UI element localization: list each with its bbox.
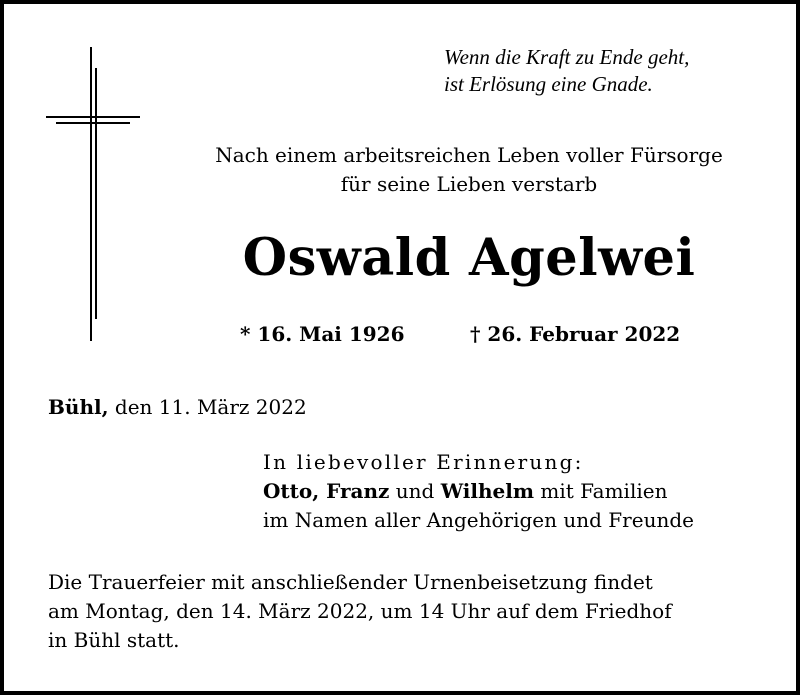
mourners-heading: In liebevoller Erinnerung: [263, 450, 584, 474]
place-date [48, 393, 307, 421]
intro-text [164, 141, 774, 199]
mourner-conjunction: und [389, 479, 441, 503]
intro-line-2: für seine Lieben verstarb [340, 172, 598, 196]
place-name: Bühl, [48, 395, 109, 419]
quote-line-2: ist Erlösung eine Gnade. [444, 72, 653, 96]
death-date: † 26. Februar 2022 [470, 322, 681, 346]
mourners-names [263, 477, 783, 506]
funeral-line-2: am Montag, den 14. März 2022, um 14 Uhr auf dem Friedhof [48, 599, 672, 623]
date-text: den 11. März 2022 [108, 395, 307, 419]
funeral-info [48, 568, 768, 655]
quote [444, 44, 784, 98]
mourners-line-3: im Namen aller Angehörigen und Freunde [263, 508, 694, 532]
funeral-line-1: Die Trauerfeier mit anschließender Urnenbeisetzung findet [48, 570, 653, 594]
deceased-name: Oswald Agelwei [242, 228, 696, 288]
mourner-names-2: Wilhelm [440, 479, 535, 503]
mourners-block [263, 448, 783, 535]
intro-line-1: Nach einem arbeitsreichen Leben voller Fürsorge [215, 143, 723, 167]
funeral-line-3: in Bühl statt. [48, 628, 180, 652]
mourner-suffix: mit Familien [534, 479, 668, 503]
birth-date: * 16. Mai 1926 [240, 322, 405, 346]
mourner-names-1: Otto, Franz [263, 479, 390, 503]
quote-line-1: Wenn die Kraft zu Ende geht, [444, 45, 690, 69]
